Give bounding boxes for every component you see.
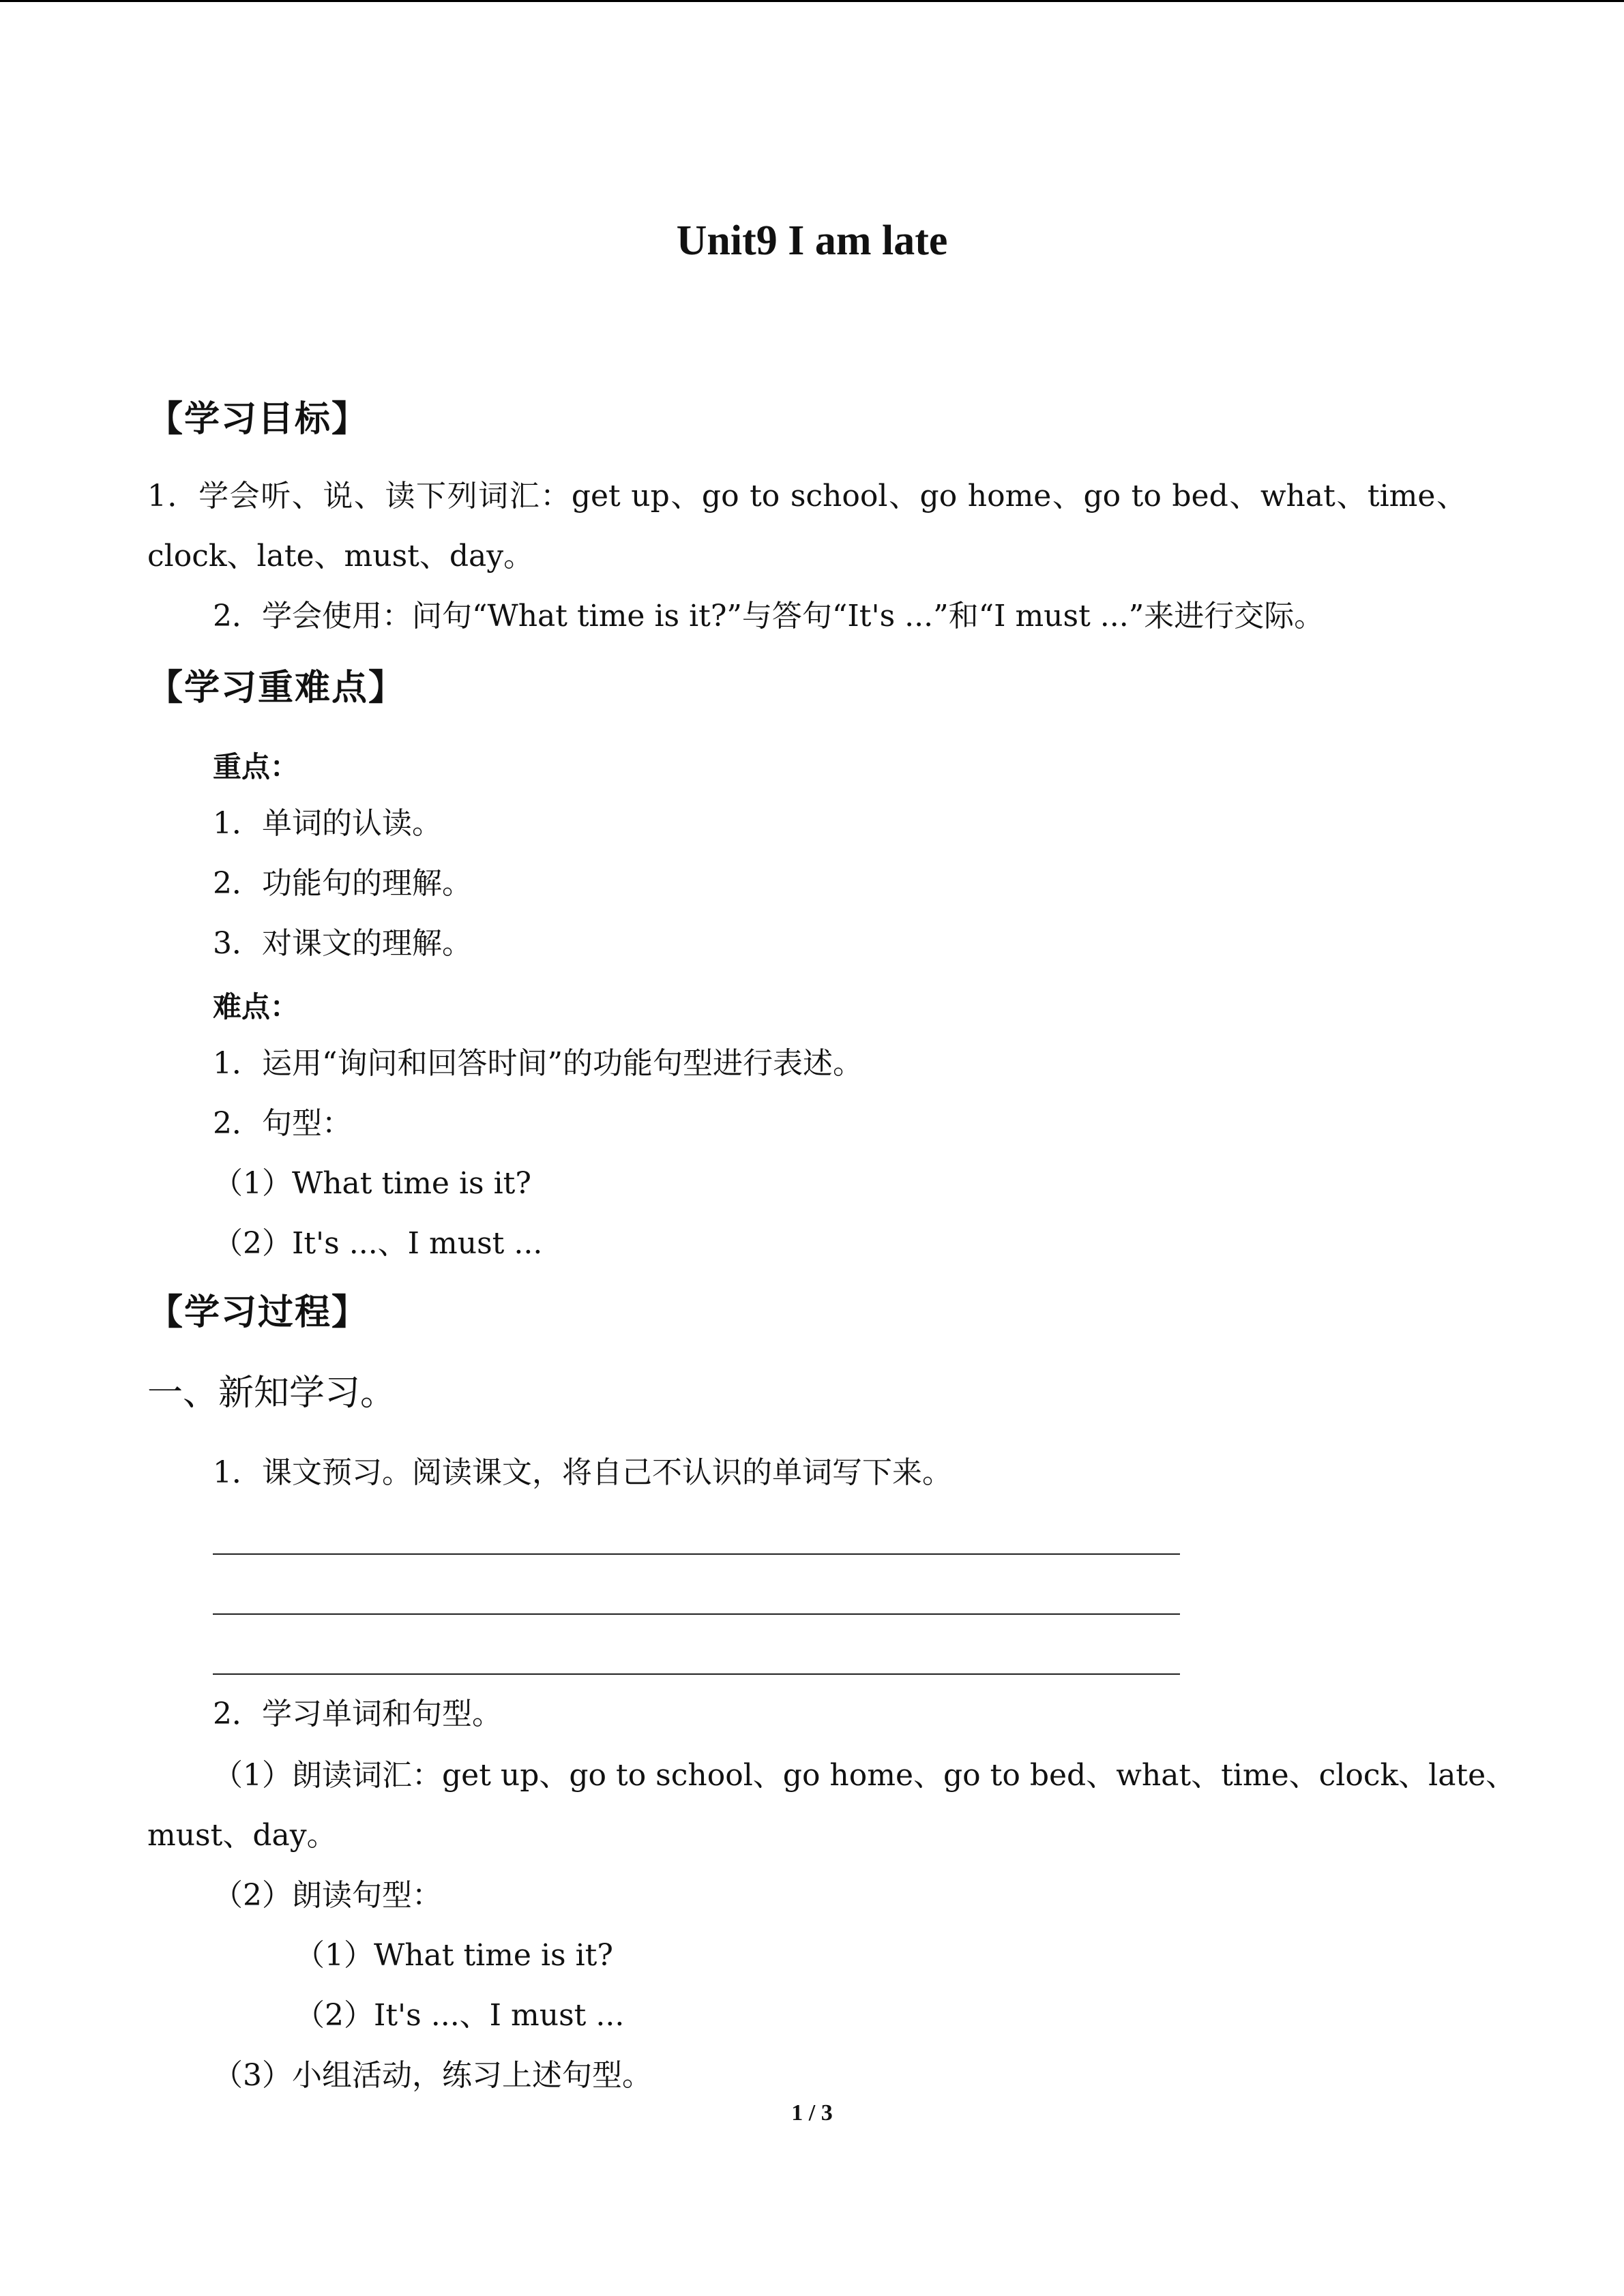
step-2-2: （2）朗读句型： bbox=[213, 1878, 442, 1913]
step-1: 1．课文预习。阅读课文，将自己不认识的单词写下来。 bbox=[213, 1455, 952, 1490]
part-1-heading: 一、新知学习。 bbox=[147, 1373, 396, 1414]
answer-blank-line-3[interactable] bbox=[213, 1673, 1180, 1675]
answer-blank-line-1[interactable] bbox=[213, 1553, 1180, 1555]
answer-blank-line-2[interactable] bbox=[213, 1613, 1180, 1615]
step-2: 2．学习单词和句型。 bbox=[213, 1697, 502, 1731]
heading-key-points: 【学习重难点】 bbox=[147, 668, 406, 709]
pattern-1: （1）What time is it? bbox=[213, 1166, 531, 1201]
objective-1-line-1: 1．学会听、说、读下列词汇：get up、go to school、go home、go to bed、what、time、 bbox=[147, 479, 1466, 513]
difficulty-label: 难点： bbox=[213, 990, 299, 1024]
focus-item-2: 2．功能句的理解。 bbox=[213, 866, 472, 901]
page-top-border bbox=[0, 0, 1624, 2]
focus-label: 重点： bbox=[213, 750, 299, 784]
step-2-2-item-1: （1）What time is it? bbox=[295, 1938, 613, 1973]
step-2-1-line-1: （1）朗读词汇：get up、go to school、go home、go to bed、what、time、clock、late、 bbox=[213, 1758, 1516, 1793]
difficulty-item-1: 1．运用“询问和回答时间”的功能句型进行表述。 bbox=[213, 1046, 863, 1081]
page-number: 1 / 3 bbox=[791, 2100, 833, 2126]
pattern-2: （2）It's ...、I must ... bbox=[213, 1226, 543, 1261]
step-2-3: （3）小组活动，练习上述句型。 bbox=[213, 2058, 652, 2093]
focus-item-3: 3．对课文的理解。 bbox=[213, 926, 472, 961]
heading-objectives: 【学习目标】 bbox=[147, 399, 369, 440]
document-title: Unit9 I am late bbox=[676, 218, 948, 264]
step-2-2-item-2: （2）It's ...、I must ... bbox=[295, 1998, 625, 2033]
objective-1-line-2: clock、late、must、day。 bbox=[147, 539, 534, 573]
step-2-1-line-2: must、day。 bbox=[147, 1818, 337, 1853]
difficulty-item-2: 2．句型： bbox=[213, 1106, 352, 1141]
heading-process: 【学习过程】 bbox=[147, 1292, 369, 1333]
focus-item-1: 1．单词的认读。 bbox=[213, 806, 442, 841]
objective-2: 2．学会使用：问句“What time is it?”与答句“It's ...”和“I must ...”来进行交际。 bbox=[213, 599, 1325, 633]
